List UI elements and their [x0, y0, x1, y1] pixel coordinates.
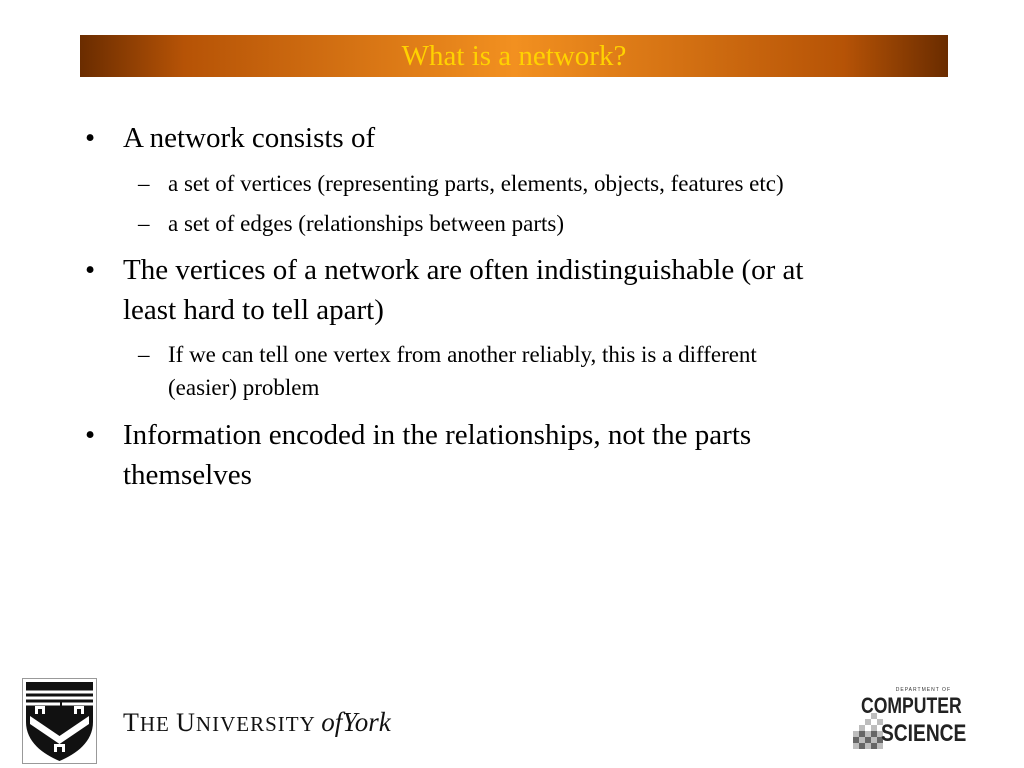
sub-bullet-text: a set of edges (relationships between parts) — [168, 211, 564, 236]
university-name — [123, 707, 391, 738]
university-shield-logo — [22, 678, 97, 764]
bullet-text-line: least hard to tell apart) — [123, 294, 384, 326]
university-initial-u: U — [176, 708, 196, 737]
university-word: NIVERSITY — [195, 712, 315, 736]
sub-bullet-text: a set of vertices (representing parts, elements, objects, features etc) — [168, 171, 784, 196]
sub-bullet-item — [138, 207, 564, 240]
computer-science-logo — [853, 687, 967, 753]
cs-science-label: SCIENCE — [881, 720, 967, 747]
university-word-the: HE — [139, 712, 177, 736]
sub-bullet-item — [138, 338, 757, 404]
sub-bullet-marker: – — [138, 342, 150, 367]
cs-computer-label: COMPUTER — [861, 693, 962, 718]
bullet-item — [85, 415, 752, 495]
bullet-marker: • — [85, 122, 96, 154]
sub-bullet-text-line: (easier) problem — [168, 375, 320, 400]
university-york: York — [342, 707, 391, 737]
title-bar — [80, 35, 948, 77]
sub-bullet-marker: – — [138, 171, 150, 196]
bullet-text-line: themselves — [123, 459, 252, 491]
sub-bullet-text-line: If we can tell one vertex from another reliably, this is a different — [168, 342, 757, 367]
university-initial-t: T — [123, 708, 140, 737]
cs-department-label: DEPARTMENT OF — [895, 687, 951, 693]
sub-bullet-marker: – — [138, 211, 150, 236]
slide-title: What is a network? — [401, 39, 627, 72]
bullet-item — [85, 118, 376, 158]
bullet-item — [85, 250, 804, 330]
bullet-marker: • — [85, 419, 96, 451]
sub-bullet-item — [138, 167, 784, 200]
bullet-marker: • — [85, 254, 96, 286]
bullet-text-line: Information encoded in the relationships, not the parts — [123, 419, 752, 451]
bullet-text-line: The vertices of a network are often indistinguishable (or at — [123, 254, 804, 286]
university-of: of — [321, 707, 343, 737]
bullet-text: A network consists of — [123, 122, 376, 154]
